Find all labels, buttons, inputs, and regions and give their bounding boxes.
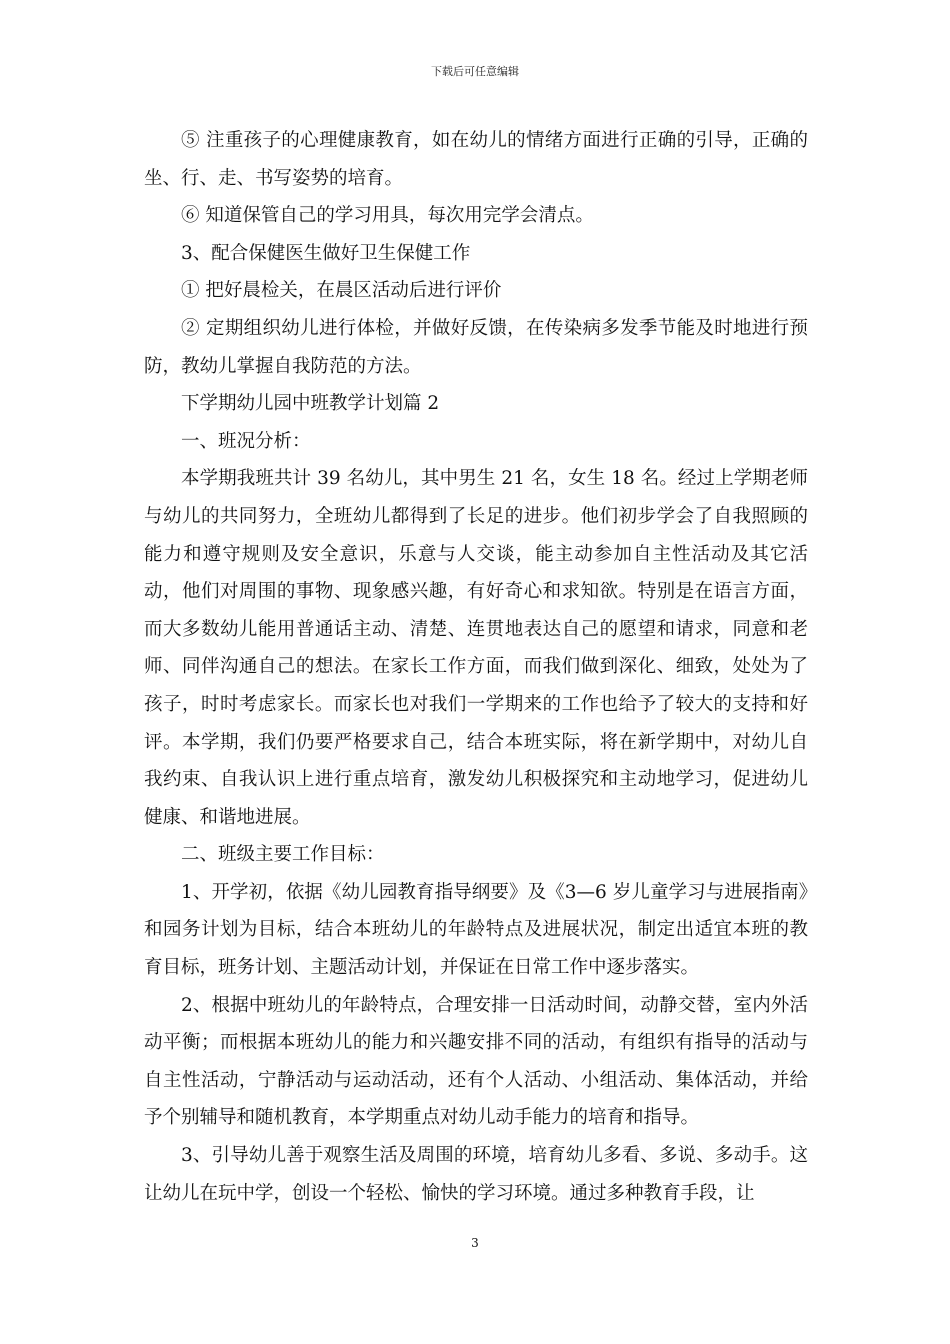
paragraph: 本学期我班共计 39 名幼儿，其中男生 21 名，女生 18 名。经过上学期老师与幼儿的共同努力，全班幼儿都得到了长足的进步。他们初步学会了自我照顾的能力和遵守规则及安全意识，乐意与人交谈，能主动参加自主性活动及其它活动，他们对周围的事物、现象感兴趣，有好奇心和求知欲。特别是在语言方面，而大多数幼儿能用普通话主动、清楚、连贯地表达自己的愿望和请求，同意和老师、同伴沟通自己的想法。在家长工作方面，而我们做到深化、细致，处处为了孩子，时时考虑家长。而家长也对我们一学期来的工作也给予了较大的支持和好评。本学期，我们仍要严格要求自己，结合本班实际，将在新学期中，对幼儿自我约束、自我认识上进行重点培育，激发幼儿积极探究和主动地学习，促进幼儿健康、和谐地进展。 — [144, 468, 808, 828]
paragraph: 2、根据中班幼儿的年龄特点，合理安排一日活动时间，动静交替，室内外活动平衡；而根据本班幼儿的能力和兴趣安排不同的活动，有组织有指导的活动与自主性活动，宁静活动与运动活动，还有个人活动、小组活动、集体活动，并给予个别辅导和随机教育，本学期重点对幼儿动手能力的培育和指导。 — [144, 994, 808, 1129]
paragraph: 3、引导幼儿善于观察生活及周围的环境，培育幼儿多看、多说、多动手。这让幼儿在玩中学，创设一个轻松、愉快的学习环境。通过多种教育手段，让 — [144, 1145, 808, 1204]
section-heading: 二、班级主要工作目标： — [181, 844, 385, 866]
paragraph: 1、开学初，依据《幼儿园教育指导纲要》及《3—6 岁儿童学习与进展指南》和园务计划为目标，结合本班幼儿的年龄特点及进展状况，制定出适宜本班的教育目标，班务计划、主题活动计划，并保证在日常工作中逐步落实。 — [144, 881, 808, 979]
paragraph: ⑤ 注重孩子的心理健康教育，如在幼儿的情绪方面进行正确的引导，正确的坐、行、走、书写姿势的培育。 — [144, 130, 808, 189]
section-heading: 3、配合保健医生做好卫生保健工作 — [181, 242, 471, 264]
page-number: 3 — [471, 1236, 479, 1250]
article-title: 下学期幼儿园中班教学计划篇 2 — [181, 393, 440, 415]
paragraph: ① 把好晨检关，在晨区活动后进行评价 — [181, 280, 502, 302]
page-header: 下载后可任意编辑 — [431, 65, 519, 78]
document-body — [144, 122, 808, 1212]
paragraph: ⑥ 知道保管自己的学习用具，每次用完学会清点。 — [181, 205, 594, 227]
section-heading: 一、班况分析： — [181, 430, 311, 452]
paragraph: ② 定期组织幼儿进行体检，并做好反馈，在传染病多发季节能及时地进行预防，教幼儿掌握自我防范的方法。 — [144, 317, 808, 377]
